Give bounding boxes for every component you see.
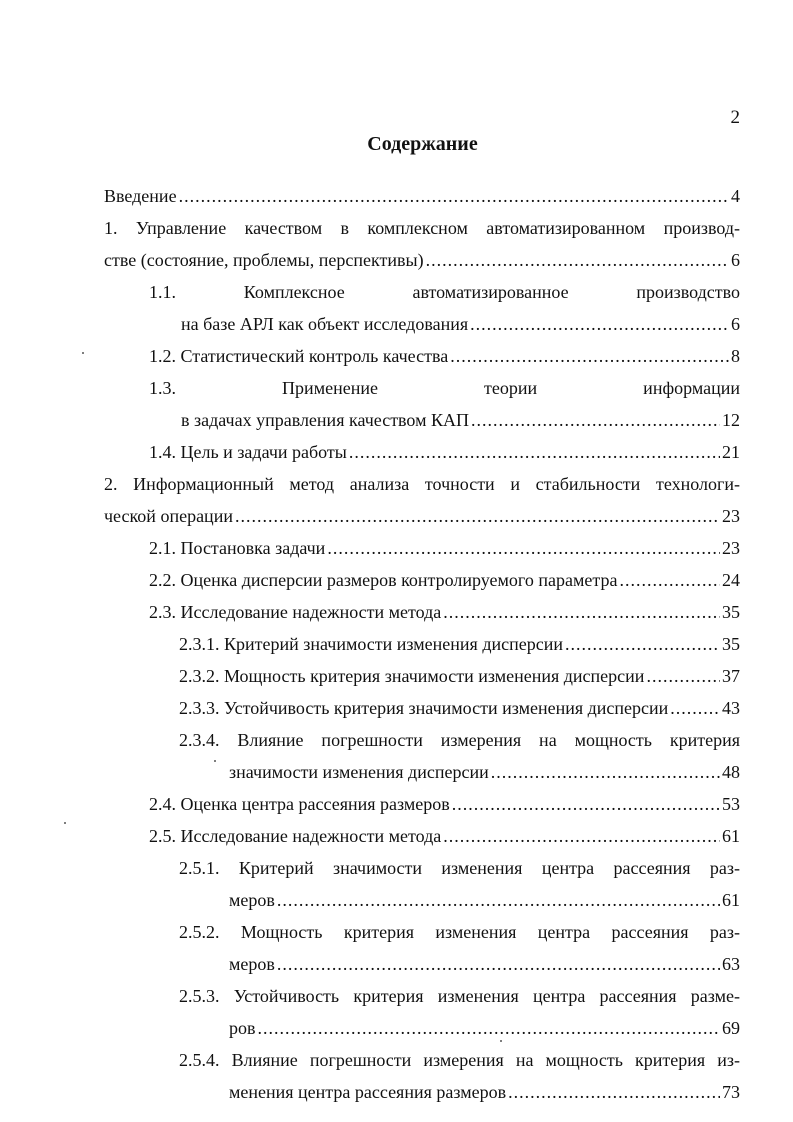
- toc-entry: [229, 1076, 740, 1108]
- toc-row: [104, 532, 740, 564]
- toc-entry: [149, 532, 740, 564]
- toc-entry-label: менения центра рассеяния размеров: [229, 1082, 507, 1102]
- toc-entry-page: 37: [722, 666, 740, 686]
- toc-entry: [104, 180, 740, 212]
- toc-entry-page: 21: [722, 442, 740, 462]
- toc-entry: [229, 1012, 740, 1044]
- toc-row: [104, 788, 740, 820]
- toc-entry-text: 2.5.2. Мощность критерия изменения центра рассеяния раз-: [179, 922, 740, 942]
- toc-entry: [229, 884, 740, 916]
- page-number: 2: [730, 107, 740, 128]
- toc-entry-label: меров: [229, 954, 275, 974]
- toc-row: [104, 564, 740, 596]
- toc-entry-label: 2.4. Оценка центра рассеяния размеров: [149, 794, 450, 814]
- toc-entry-page: 61: [722, 826, 740, 846]
- toc-entry: [104, 500, 740, 532]
- toc-entry-label: 2.3.3. Устойчивость критерия значимости изменения дисперсии: [179, 698, 669, 718]
- toc-row: [104, 1012, 740, 1044]
- toc-entry-text: 1.1. Комплексное автоматизированное производство: [149, 282, 740, 302]
- toc-row: [104, 372, 740, 404]
- toc-entry: [179, 692, 740, 724]
- toc-entry: [229, 948, 740, 980]
- toc-entry-page: 12: [722, 410, 740, 430]
- dot-leader: [670, 692, 720, 724]
- dot-leader: [646, 660, 720, 692]
- toc-row: [104, 468, 740, 500]
- toc-entry-label: меров: [229, 890, 275, 910]
- toc-entry-page: 23: [722, 538, 740, 558]
- toc-row: [104, 692, 740, 724]
- toc-entry: [149, 820, 740, 852]
- toc-row: [104, 948, 740, 980]
- toc-entry-label: на базе АРЛ как объект исследования: [181, 314, 469, 334]
- toc-entry-label: 2.2. Оценка дисперсии размеров контролируемого параметра: [149, 570, 618, 590]
- dot-leader: [619, 564, 720, 596]
- toc-entry: [149, 436, 740, 468]
- toc-entry-text: 2. Информационный метод анализа точности и стабильности технологи-: [104, 474, 740, 494]
- dot-leader: [450, 340, 729, 372]
- scan-speck: [214, 760, 216, 762]
- toc-entry-page: 8: [731, 346, 740, 366]
- toc-entry: [149, 564, 740, 596]
- toc-entry-label: ров: [229, 1018, 256, 1038]
- toc-entry-text: 1.3. Применение теории информации: [149, 378, 740, 398]
- toc-row: [104, 980, 740, 1012]
- toc-entry-label: в задачах управления качеством КАП: [181, 410, 469, 430]
- toc-row: [104, 180, 740, 212]
- toc-entry-page: 48: [722, 762, 740, 782]
- toc-entry-page: 43: [722, 698, 740, 718]
- toc-row: [104, 884, 740, 916]
- toc-entry-label: 2.3.2. Мощность критерия значимости изменения дисперсии: [179, 666, 645, 686]
- toc-row: [104, 596, 740, 628]
- toc-entry-label: 2.1. Постановка задачи: [149, 538, 326, 558]
- dot-leader: [426, 244, 729, 276]
- toc-row: [104, 916, 740, 948]
- dot-leader: [349, 436, 720, 468]
- toc-entry-page: 6: [731, 314, 740, 334]
- toc-row: [104, 1044, 740, 1076]
- toc-row: [104, 1076, 740, 1108]
- toc-entry-page: 35: [722, 602, 740, 622]
- toc-row: [104, 852, 740, 884]
- toc-entry-page: 53: [722, 794, 740, 814]
- toc-entry-text: 2.3.4. Влияние погрешности измерения на мощность критерия: [179, 730, 740, 750]
- toc-entry-page: 73: [722, 1082, 740, 1102]
- dot-leader: [277, 948, 720, 980]
- toc-entry-label: 2.3. Исследование надежности метода: [149, 602, 442, 622]
- toc-entry-page: 4: [731, 186, 740, 206]
- toc-entry-text: 2.5.3. Устойчивость критерия изменения центра рассеяния разме-: [179, 986, 740, 1006]
- toc-entry: [179, 660, 740, 692]
- toc-entry-label: 1.4. Цель и задачи работы: [149, 442, 347, 462]
- toc-row: [104, 628, 740, 660]
- toc-row: [104, 660, 740, 692]
- toc-entry-text: 2.5.1. Критерий значимости изменения центра рассеяния раз-: [179, 858, 740, 878]
- toc-entry-label: 2.5. Исследование надежности метода: [149, 826, 442, 846]
- dot-leader: [443, 820, 720, 852]
- dot-leader: [258, 1012, 721, 1044]
- toc-entry: [229, 756, 740, 788]
- toc-row: [104, 500, 740, 532]
- dot-leader: [491, 756, 720, 788]
- toc-entry-page: 24: [722, 570, 740, 590]
- toc-entry-label: ческой операции: [104, 506, 233, 526]
- toc-entry-text: 2.5.4. Влияние погрешности измерения на мощность критерия из-: [179, 1050, 740, 1070]
- toc-row: [104, 404, 740, 436]
- toc-entry-page: 61: [722, 890, 740, 910]
- toc-entry-text: 1. Управление качеством в комплексном автоматизированном производ-: [104, 218, 740, 238]
- toc-entry: [179, 628, 740, 660]
- dot-leader: [470, 308, 729, 340]
- scan-speck: [82, 352, 84, 354]
- toc-row: [104, 308, 740, 340]
- toc-entry: [104, 244, 740, 276]
- toc-row: [104, 340, 740, 372]
- toc-entry-page: 63: [722, 954, 740, 974]
- toc-row: [104, 756, 740, 788]
- toc-entry: [149, 788, 740, 820]
- toc-row: [104, 212, 740, 244]
- toc-entry-label: 1.2. Статистический контроль качества: [149, 346, 449, 366]
- toc-entry: [149, 340, 740, 372]
- toc-entry-page: 23: [722, 506, 740, 526]
- dot-leader: [565, 628, 720, 660]
- toc-entry-label: стве (состояние, проблемы, перспективы): [104, 250, 424, 270]
- dot-leader: [327, 532, 720, 564]
- toc-row: [104, 244, 740, 276]
- table-of-contents: [104, 180, 740, 1108]
- toc-entry-label: 2.3.1. Критерий значимости изменения дисперсии: [179, 634, 563, 654]
- toc-row: [104, 436, 740, 468]
- toc-entry-page: 6: [731, 250, 740, 270]
- dot-leader: [277, 884, 720, 916]
- scan-speck: [500, 1040, 502, 1042]
- dot-leader: [508, 1076, 720, 1108]
- toc-row: [104, 724, 740, 756]
- dot-leader: [443, 596, 720, 628]
- toc-entry: [149, 596, 740, 628]
- toc-title: Содержание: [367, 133, 478, 155]
- scan-speck: [64, 822, 66, 824]
- toc-entry: [181, 404, 740, 436]
- toc-entry: [181, 308, 740, 340]
- toc-entry-page: 35: [722, 634, 740, 654]
- dot-leader: [452, 788, 720, 820]
- dot-leader: [235, 500, 720, 532]
- toc-row: [104, 820, 740, 852]
- dot-leader: [471, 404, 720, 436]
- toc-entry-label: значимости изменения дисперсии: [229, 762, 489, 782]
- toc-entry-page: 69: [722, 1018, 740, 1038]
- toc-row: [104, 276, 740, 308]
- toc-entry-label: Введение: [104, 186, 177, 206]
- dot-leader: [179, 180, 729, 212]
